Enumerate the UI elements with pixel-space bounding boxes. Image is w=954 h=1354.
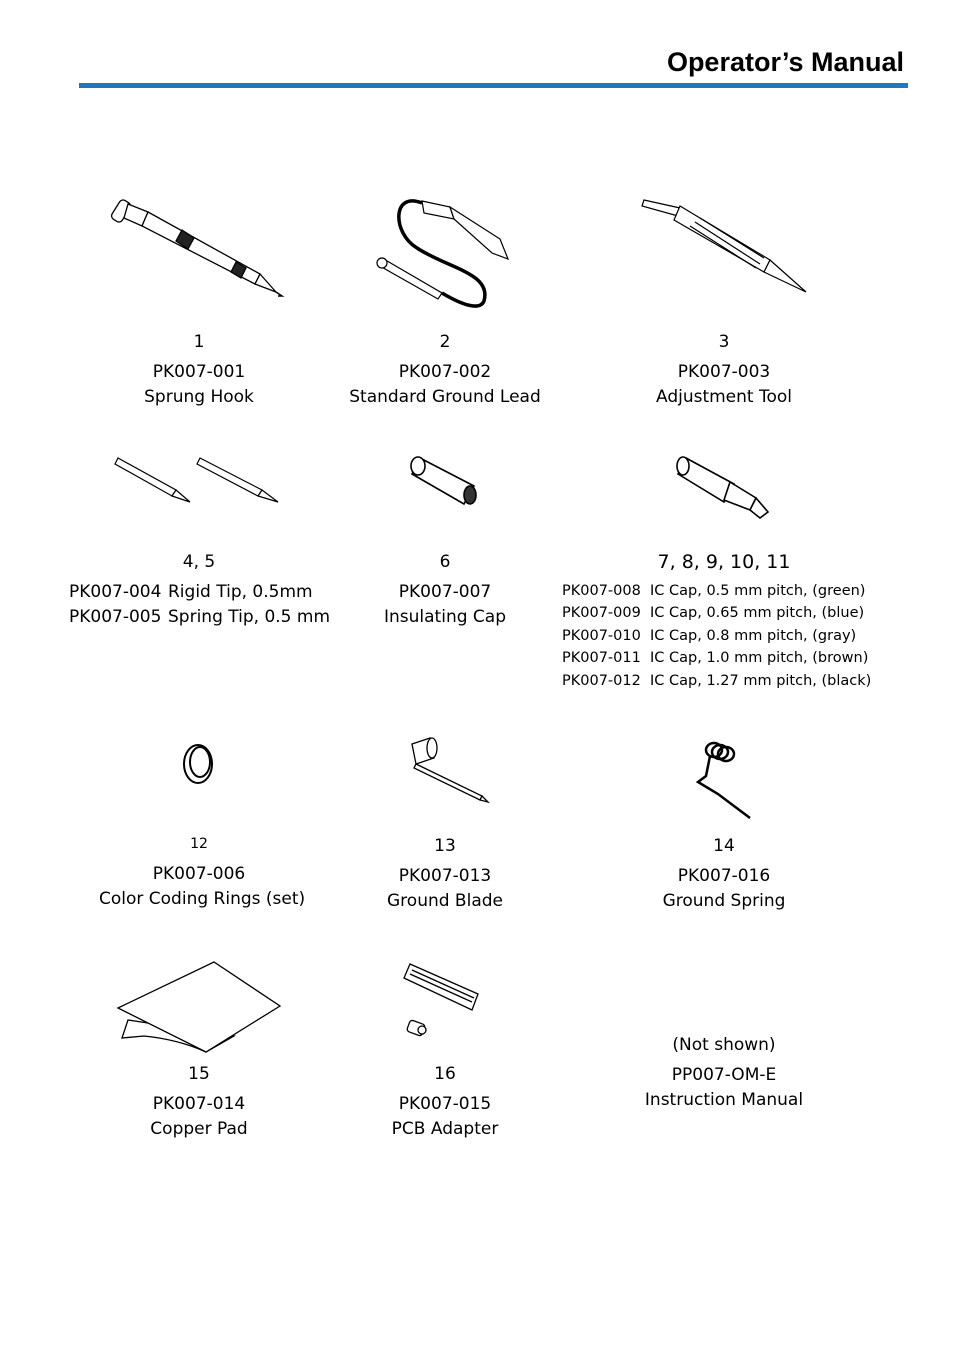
item-4-5-list (69, 580, 330, 630)
item-number: 6 (439, 552, 451, 572)
probe-tips-icon (112, 452, 284, 510)
part-name: Insulating Cap (384, 607, 506, 627)
part-number: PK007-002 (398, 362, 492, 382)
list-item (69, 580, 330, 605)
part-name: Color Coding Rings (set) (99, 889, 306, 909)
item-number: 13 (434, 836, 456, 856)
part-number: PK007-014 (152, 1094, 246, 1114)
item-6-caption (345, 550, 545, 630)
part-number: PK007-003 (677, 362, 771, 382)
part-number: PK007-012 (562, 672, 641, 689)
item-number: 2 (439, 332, 451, 352)
part-name: Copper Pad (150, 1119, 248, 1139)
ground-blade-icon (404, 736, 492, 806)
item-14-caption (624, 834, 824, 914)
part-number: PK007-009 (562, 605, 641, 622)
item-number: 1 (193, 332, 205, 352)
part-name: IC Cap, 0.65 mm pitch, (blue) (650, 605, 865, 622)
part-name: Standard Ground Lead (349, 387, 541, 407)
header-rule (79, 83, 908, 88)
part-name: IC Cap, 1.0 mm pitch, (brown) (650, 650, 869, 667)
part-name: IC Cap, 0.8 mm pitch, (gray) (650, 627, 857, 644)
list-item (562, 602, 871, 624)
list-item (562, 580, 871, 602)
part-number: PK007-008 (562, 583, 641, 599)
item-number: 12 (190, 836, 208, 852)
item-1-caption (99, 330, 299, 410)
item-16-caption (345, 1062, 545, 1142)
item-7-11-list (562, 580, 871, 692)
part-name: Sprung Hook (144, 387, 254, 407)
item-7-11-number: 7, 8, 9, 10, 11 (657, 551, 791, 573)
part-number: PK007-011 (562, 650, 641, 667)
part-number: PK007-013 (398, 866, 492, 886)
part-number: PK007-005 (69, 607, 162, 627)
part-number: PK007-016 (677, 866, 771, 886)
part-name: Instruction Manual (644, 1090, 804, 1110)
sprung-hook-icon (110, 192, 285, 302)
item-4-5-number: 4, 5 (182, 552, 216, 572)
ground-spring-icon (690, 738, 758, 824)
part-number: PK007-004 (69, 582, 162, 602)
part-number: PK007-001 (152, 362, 246, 382)
copper-pad-icon (114, 958, 284, 1058)
list-item (562, 625, 871, 647)
part-name: Spring Tip, 0.5 mm (168, 607, 331, 627)
item-3-caption (624, 330, 824, 410)
part-name: Adjustment Tool (655, 387, 793, 407)
insulating-cap-icon (408, 452, 484, 510)
part-number: PK007-010 (562, 627, 641, 644)
part-number: PP007-OM-E (671, 1065, 777, 1085)
part-number: PK007-006 (152, 864, 246, 884)
adjustment-tool-icon (640, 194, 810, 296)
page-title: Operator’s Manual (666, 47, 904, 77)
part-name: Ground Blade (387, 891, 503, 911)
part-number: PK007-007 (398, 582, 492, 602)
part-name: IC Cap, 1.27 mm pitch, (black) (650, 672, 872, 689)
item-number: 3 (718, 332, 730, 352)
not-shown-note: (Not shown) (672, 1035, 776, 1055)
item-2-caption (345, 330, 545, 410)
part-name: PCB Adapter (391, 1119, 499, 1139)
item-number: 14 (713, 836, 735, 856)
coding-ring-icon (178, 738, 220, 788)
manual-caption (624, 1033, 824, 1113)
list-item (562, 670, 871, 692)
item-12-caption (99, 832, 306, 912)
part-name: Rigid Tip, 0.5mm (168, 582, 313, 602)
item-13-caption (345, 834, 545, 914)
item-15-caption (99, 1062, 299, 1142)
item-number: 16 (434, 1064, 456, 1084)
pcb-adapter-icon (402, 958, 486, 1040)
ic-cap-icon (674, 454, 772, 524)
part-name: IC Cap, 0.5 mm pitch, (green) (650, 583, 866, 599)
part-name: Ground Spring (662, 891, 786, 911)
item-number: 15 (188, 1064, 210, 1084)
ground-lead-icon (372, 193, 520, 313)
list-item (69, 605, 330, 630)
list-item (562, 647, 871, 669)
part-number: PK007-015 (398, 1094, 492, 1114)
